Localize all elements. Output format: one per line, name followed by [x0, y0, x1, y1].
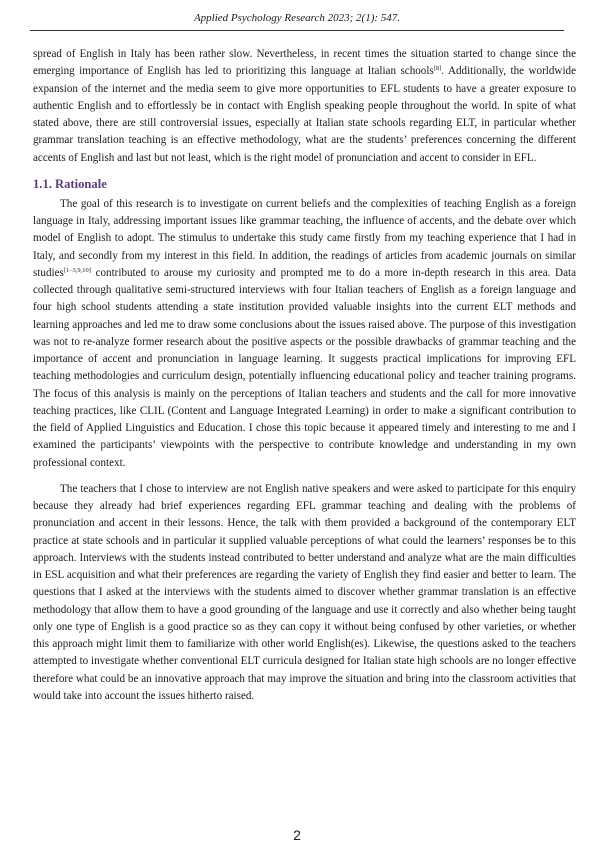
header-rule: [30, 30, 564, 31]
page-number: 2: [293, 827, 301, 843]
paragraph-interviews: The teachers that I chose to interview are not English native speakers and were asked to participate for this enquiry because they already had brief experiences regarding EFL grammar teaching and dealing with the problems of pronunciation and accent in their lessons. Hence, the talk with them provided a background of the contemporary ELT practice at state schools and in particular it supplied valuable perceptions of what could the learners’ responses be to this approach. Interviews with the students instead contributed to better understand and analyze what are the main difficulties in ESL acquisition and what their preferences are regarding the variety of English they find easier and better to learn. The questions that I asked at the interviews with the students aimed to discover whether grammar translation is an effective methodology that allow them to have a good grounding of the language and use it correctly and also whether being taught only one type of English is a good practice so as they can copy it without being confused by other varieties, or whether this approach might limit them to familiarize with other world English(es). Likewise, the questions asked to the teachers attempted to investigate whether conventional ELT curricula designed for Italian state high schools are no longer effective therefore what could be an innovative approach that may improve the situation and bring into the classroom activities that would take into account the issues hitherto raised.: [33, 482, 576, 702]
paragraph-gap: [33, 472, 576, 481]
running-header: Applied Psychology Research 2023; 2(1): 547.: [193, 12, 401, 24]
paragraph-rationale: [33, 196, 576, 472]
section-heading: 1.1. Rationale: [33, 176, 107, 191]
citation-ref: [1–3,9,10]: [63, 266, 91, 274]
paragraph-intro-continued: [33, 46, 576, 167]
article-body: [33, 46, 576, 705]
paragraph-text: contributed to arouse my curiosity and prompted me to do a more in-depth research in this area. Data collected through qualitative semi-structured interviews with four Italian teachers of English as a foreign language and four high school students attending a state institution provided valuable insights into the current ELT methods and learning approaches and led me to draw some conclusions about the issues raised above. The purpose of this investigation was not to re-analyze former research about the positive aspects or the possible drawbacks of grammar teaching and the importance of accent and pronunciation in language learning. It suggests practical implications for improving EFL teaching methodologies and curriculum design, potentially influencing educational policy and teacher training programs. The focus of this analysis is mainly on the perceptions of Italian teachers and students and the call for more innovative teaching practices, like CLIL (Content and Language Integrated Learning) in order to make a significant contribution to the field of Applied Linguistics and Education. I chose this topic because it appeared timely and interesting to me and I examined the participants’ viewpoints with the perspective to contribute knowledge and understanding in my own professional context.: [33, 266, 576, 469]
paragraph-text: . Additionally, the worldwide expansion of the internet and the media seem to give more opportunities to EFL students to have a greater exposure to authentic English and to effortlessly be in contact with English speaking people throughout the world. In spite of what stated above, there are still controversial issues, especially at Italian state schools regarding ELT, in particular whether grammar translation teaching is an effective methodology, what are the students’ preferences concerning the different accents of English and last but not least, which is the right model of pronunciation and accent to consider in EFL.: [33, 65, 576, 164]
paragraph-text: The goal of this research is to investigate on current beliefs and the complexities of teaching English as a foreign language in Italy, addressing important issues like grammar teaching, the influence of accents, and the debate over which model of English to adopt. The stimulus to undertake this study came firstly from my teaching experience that I had in Italy, and secondly from my interest in this field. In addition, the readings of articles from academic journals on similar studies: [33, 197, 576, 279]
citation-ref: [8]: [433, 65, 442, 73]
paragraph-text: spread of English in Italy has been rather slow. Nevertheless, in recent times the situation started to change since the emerging importance of English has led to prioritizing this language at Italian schools: [33, 48, 576, 78]
